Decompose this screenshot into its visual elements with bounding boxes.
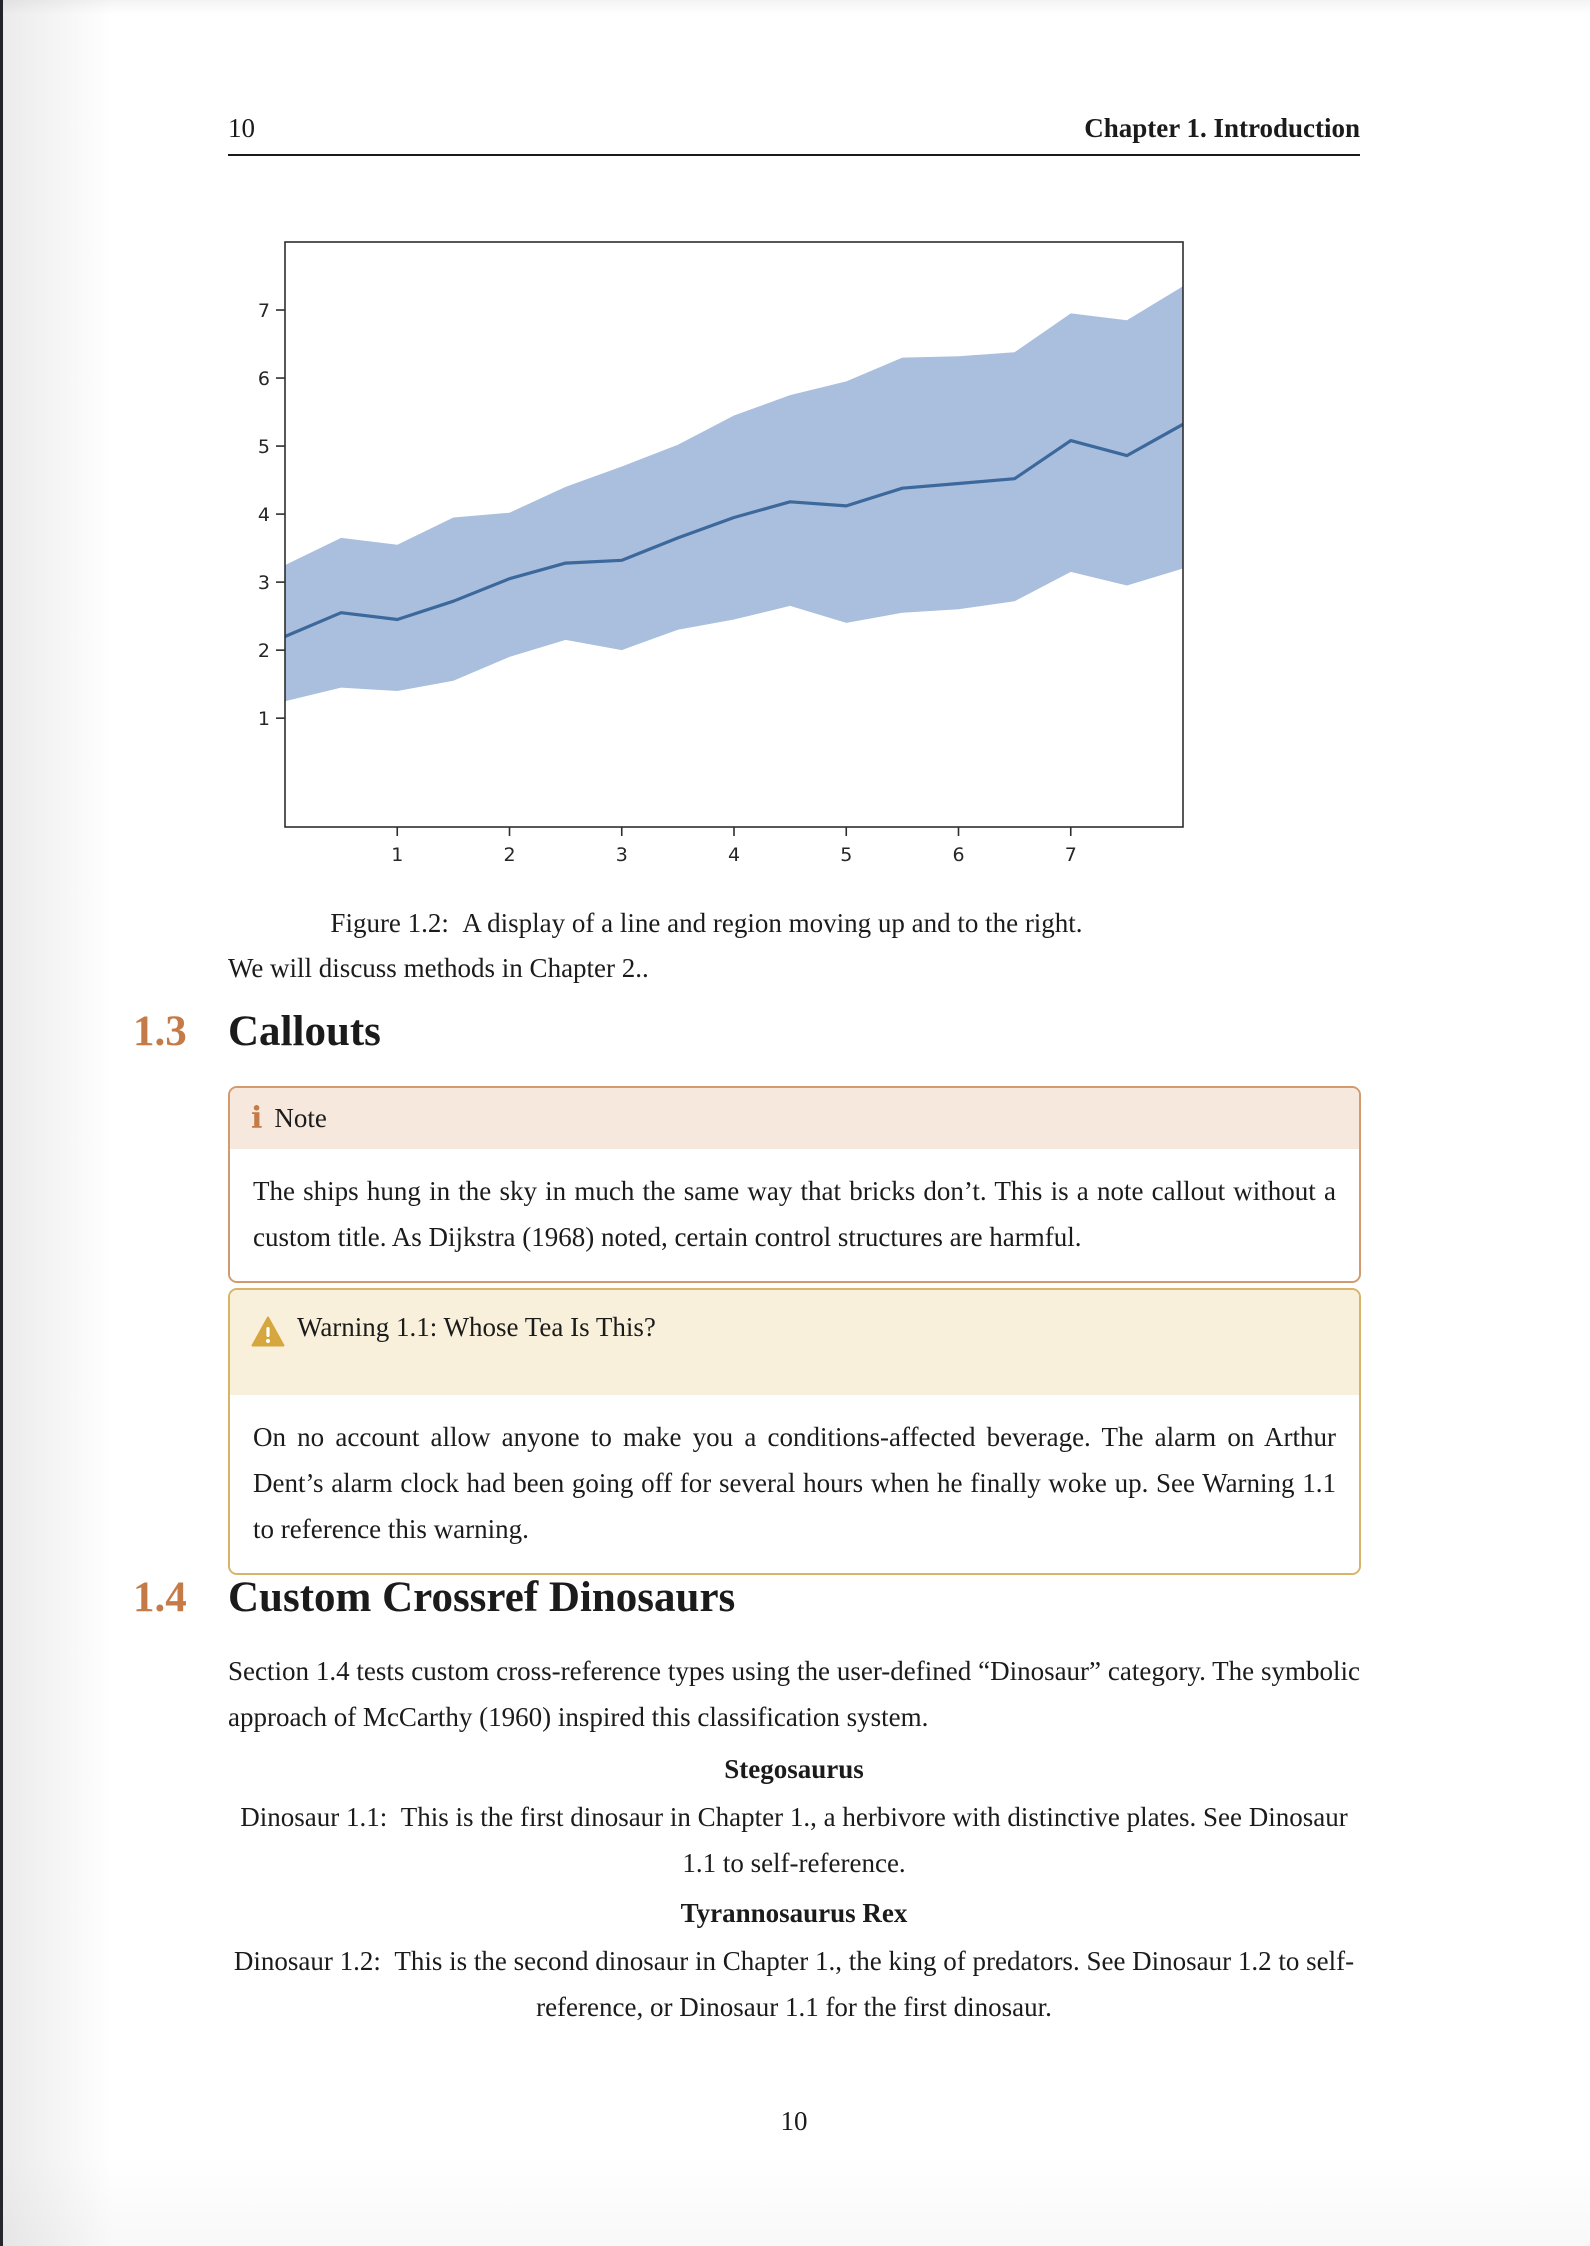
figure-caption: Figure 1.2: A display of a line and region moving up and to the right. bbox=[330, 908, 1083, 938]
note-callout-header bbox=[230, 1088, 1359, 1149]
section-title: Custom Crossref Dinosaurs bbox=[228, 1574, 736, 1621]
svg-text:1: 1 bbox=[391, 844, 404, 866]
svg-text:3: 3 bbox=[615, 844, 628, 866]
note-callout bbox=[228, 1086, 1361, 1283]
page-left-shading bbox=[3, 0, 113, 2246]
figure-chart bbox=[228, 240, 1185, 880]
header-page-number: 10 bbox=[228, 113, 255, 143]
info-icon: i bbox=[251, 1100, 263, 1136]
section-heading-dinosaurs bbox=[133, 1574, 1360, 1621]
dinosaur-entry-2: Dinosaur 1.2: This is the second dinosaur in Chapter 1., the king of predators. See Dinosaur 1.2 to self-reference, or Dinosaur 1.1 for the first dinosaur. bbox=[233, 1946, 1355, 2022]
warning-callout-header bbox=[230, 1290, 1359, 1395]
svg-text:4: 4 bbox=[727, 844, 741, 866]
dinosaurs-intro-paragraph: Section 1.4 tests custom cross-reference types using the user-defined “Dinosaur” category. The symbolic approach of McCarthy (1960) inspired this classification system. bbox=[228, 1656, 1360, 1732]
dinosaur-entry-1: Dinosaur 1.1: This is the first dinosaur in Chapter 1., a herbivore with distinctive plates. See Dinosaur 1.1 to self-reference. bbox=[240, 1802, 1348, 1878]
warning-icon bbox=[251, 1316, 285, 1347]
svg-text:7: 7 bbox=[1064, 844, 1077, 866]
warning-callout bbox=[228, 1288, 1361, 1575]
svg-text:2: 2 bbox=[257, 640, 270, 663]
figure-block bbox=[228, 240, 1185, 885]
svg-text:4: 4 bbox=[257, 504, 270, 527]
svg-text:3: 3 bbox=[257, 572, 270, 595]
dinosaur-heading-tyrannosaurus: Tyrannosaurus Rex bbox=[680, 1898, 908, 1928]
svg-text:7: 7 bbox=[257, 300, 270, 323]
svg-text:5: 5 bbox=[257, 436, 270, 459]
warning-callout-body: On no account allow anyone to make you a conditions-affected beverage. The alarm on Arthur Dent’s alarm clock had been going off for several hours when he finally woke up. See Warning 1.1 to reference this warning. bbox=[230, 1395, 1359, 1573]
svg-text:1: 1 bbox=[257, 708, 270, 731]
footer-page-number: 10 bbox=[780, 2106, 808, 2136]
section-title: Callouts bbox=[228, 1008, 381, 1055]
svg-text:2: 2 bbox=[503, 844, 516, 866]
svg-text:6: 6 bbox=[257, 368, 270, 391]
dinosaur-heading-stegosaurus: Stegosaurus bbox=[724, 1754, 864, 1784]
running-header bbox=[228, 112, 1360, 156]
svg-text:6: 6 bbox=[952, 844, 965, 866]
note-callout-title: Note bbox=[274, 1103, 327, 1133]
confidence-band bbox=[285, 286, 1183, 701]
section-number: 1.3 bbox=[133, 1008, 187, 1055]
warning-callout-title: Warning 1.1: Whose Tea Is This? bbox=[297, 1312, 656, 1342]
note-callout-body: The ships hung in the sky in much the same way that bricks don’t. This is a note callout without a custom title. As Dijkstra (1968) noted, certain control structures are harmful. bbox=[230, 1149, 1359, 1281]
warning-exclamation-bar bbox=[266, 1327, 269, 1337]
warning-exclamation-dot bbox=[266, 1339, 270, 1343]
svg-text:5: 5 bbox=[840, 844, 853, 866]
page-bottom-shading bbox=[0, 2156, 1590, 2246]
page-top-shading bbox=[0, 0, 1590, 14]
header-chapter-title: Chapter 1. Introduction bbox=[1084, 113, 1360, 143]
section-number: 1.4 bbox=[133, 1574, 187, 1621]
figure-following-text: We will discuss methods in Chapter 2.. bbox=[228, 953, 649, 983]
section-heading-callouts bbox=[133, 1008, 1360, 1055]
